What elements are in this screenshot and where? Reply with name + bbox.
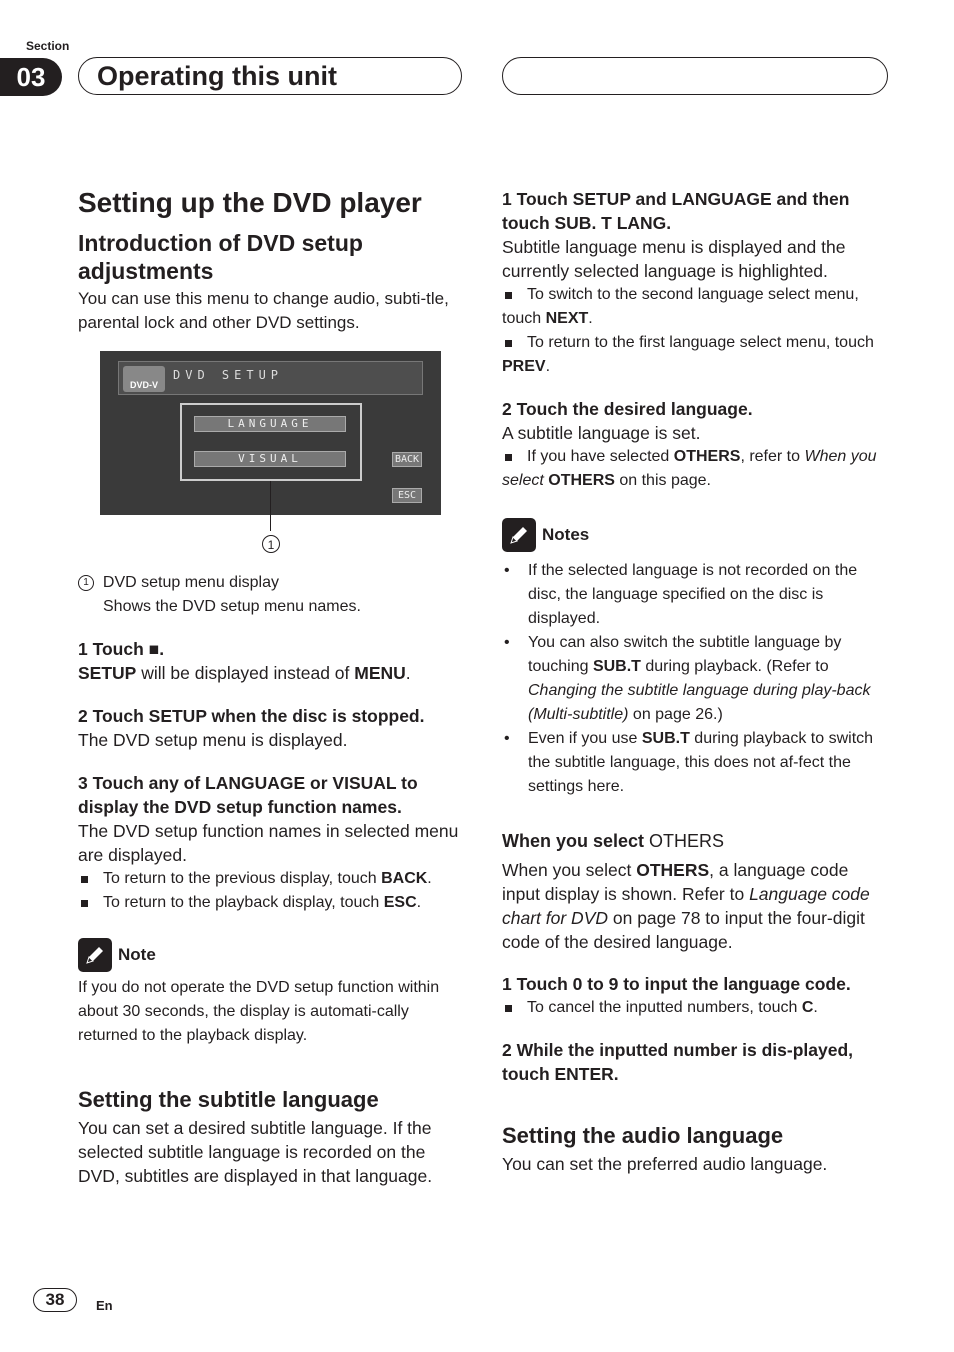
step3-bullet-esc: To return to the playback display, touch ESC. (78, 891, 462, 915)
language-button[interactable]: LANGUAGE (194, 416, 346, 432)
right-column (502, 187, 890, 1176)
note-header (78, 938, 462, 972)
pencil-note-icon (78, 938, 112, 972)
step2-title: 2 Touch SETUP when the disc is stopped. (78, 706, 425, 726)
step3-bullet-back: To return to the previous display, touch BACK. (78, 867, 462, 891)
intro-heading: Introduction of DVD setup adjustments (78, 230, 363, 284)
step1-text: SETUP will be displayed instead of MENU. (78, 663, 411, 683)
r-step2-bullet: If you have selected OTHERS, refer to When you select OTHERS on this page. (502, 445, 890, 493)
pencil-note-icon (502, 518, 536, 552)
screen-title: DVD SETUP (173, 368, 284, 382)
dvd-logo: DVD-V (123, 366, 165, 392)
audio-heading: Setting the audio language (502, 1123, 784, 1148)
subtitle-heading: Setting the subtitle language (78, 1087, 379, 1112)
o-step1-bullet: To cancel the inputted numbers, touch C. (502, 996, 890, 1020)
intro-text: You can use this menu to change audio, subti-tle, parental lock and other DVD settings. (78, 289, 449, 332)
section-number: 03 (0, 58, 62, 96)
screen-title-bar (118, 361, 423, 395)
r-step1-title: 1 Touch SETUP and LANGUAGE and then touch SUB. T LANG. (502, 189, 850, 233)
callout-number: 1 (262, 535, 280, 553)
menu-box (180, 403, 362, 481)
r-step1-bullet-next: To switch to the second language select menu, touch NEXT. (502, 283, 890, 331)
notes-label: Notes (542, 525, 590, 544)
notes-header (502, 518, 890, 552)
step2-text: The DVD setup menu is displayed. (78, 730, 348, 750)
section-label: Section (26, 39, 70, 53)
note-text: If you do not operate the DVD setup function within about 30 seconds, the display is automati-cally returned to the playback display. (78, 979, 440, 1044)
caption-number: 1 (78, 575, 94, 591)
others-text: When you select OTHERS, a language code input display is shown. Refer to Language code chart for DVD on page 78 to input the four-digit code of the desired language. (502, 860, 870, 952)
r-step1-bullet-prev: To return to the first language select menu, touch PREV. (502, 331, 890, 379)
chapter-title: Operating this unit (78, 57, 462, 95)
visual-button[interactable]: VISUAL (194, 451, 346, 467)
caption: 1 DVD setup menu display (78, 571, 462, 595)
step1-title: 1 Touch ■. (78, 639, 165, 659)
note-label: Note (118, 945, 156, 964)
note-3: • Even if you use SUB.T during playback to switch the subtitle language, this does not af-fect the settings here. (502, 727, 890, 799)
callout-line (270, 481, 271, 531)
o-step1-title: 1 Touch 0 to 9 to input the language code. (502, 974, 851, 994)
note-1: • If the selected language is not recorded on the disc, the language specified on the disc is displayed. (502, 559, 890, 631)
page-language: En (96, 1298, 113, 1313)
r-step2-text: A subtitle language is set. (502, 423, 701, 443)
header-empty-box (502, 57, 888, 95)
step3-title: 3 Touch any of LANGUAGE or VISUAL to display the DVD setup function names. (78, 773, 418, 817)
r-step1-text: Subtitle language menu is displayed and the currently selected language is highlighted. (502, 237, 846, 281)
r-step2-title: 2 Touch the desired language. (502, 399, 753, 419)
page-title: Setting up the DVD player (78, 187, 422, 218)
page-number: 38 (33, 1288, 77, 1312)
left-column-body (78, 571, 462, 1188)
left-column-top (78, 186, 462, 335)
o-step2-title: 2 While the inputted number is dis-played, touch ENTER. (502, 1040, 854, 1084)
others-heading: When you select OTHERS (502, 831, 725, 851)
back-button[interactable]: BACK (392, 452, 422, 467)
esc-button[interactable]: ESC (392, 488, 422, 503)
step3-text: The DVD setup function names in selected menu are displayed. (78, 821, 459, 865)
caption-text: Shows the DVD setup menu names. (103, 598, 361, 615)
note-2: • You can also switch the subtitle language by touching SUB.T during playback. (Refer to Changing the subtitle language during play-back (Multi-subtitle) on page 26.) (502, 631, 890, 727)
audio-text: You can set the preferred audio language. (502, 1154, 828, 1174)
subtitle-text: You can set a desired subtitle language. If the selected subtitle language is recorded on the DVD, subtitles are displayed in that language. (78, 1118, 433, 1186)
